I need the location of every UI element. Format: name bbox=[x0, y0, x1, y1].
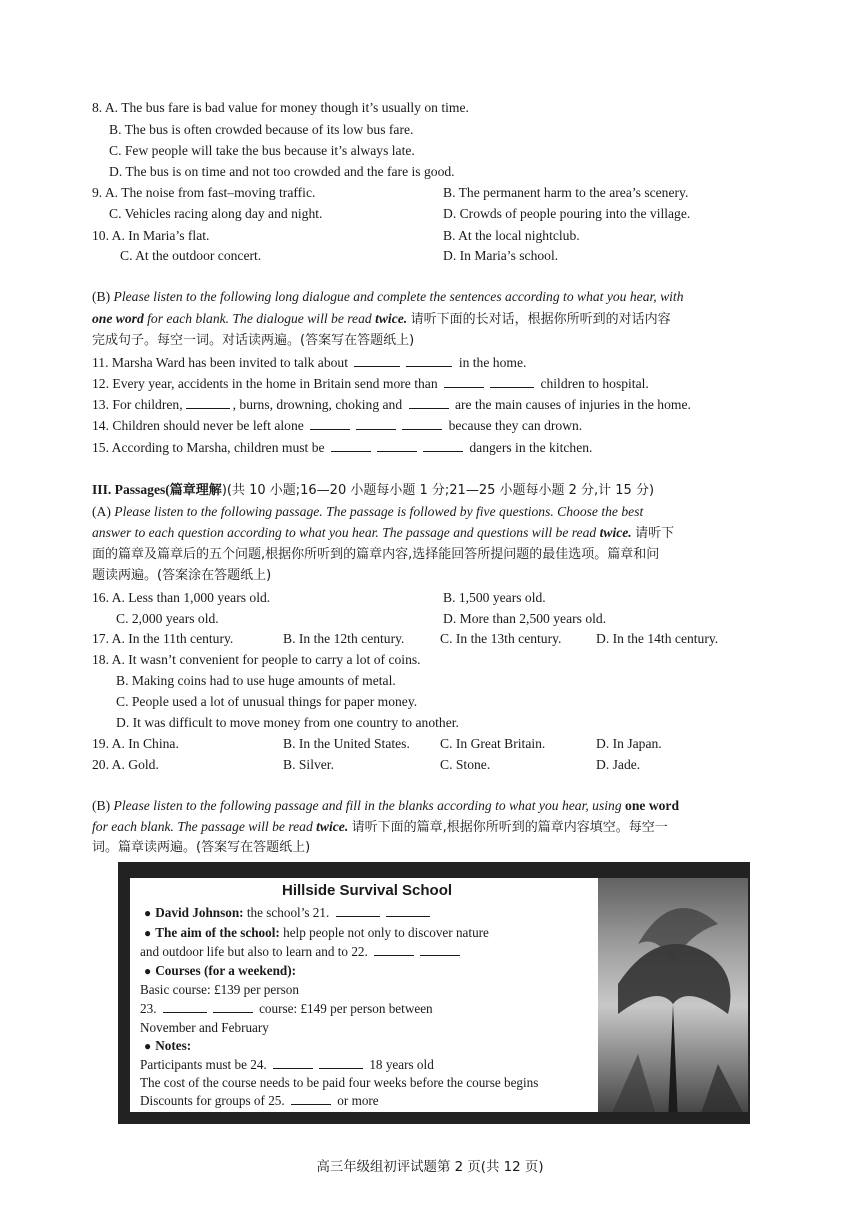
box-david-label: David Johnson: bbox=[155, 905, 244, 920]
bullet-icon: ● bbox=[144, 906, 152, 920]
answer-blank bbox=[406, 354, 452, 367]
q8-option-b: B. The bus is often crowded because of its low bus fare. bbox=[109, 122, 414, 137]
part-b2-instruction-cn: 请听下面的篇章,根据你所听到的篇章内容填空。每空一 bbox=[351, 820, 668, 835]
q11-text-end: in the home. bbox=[458, 355, 527, 370]
answer-blank bbox=[163, 1000, 207, 1013]
box-border-bottom bbox=[120, 1112, 748, 1122]
answer-blank bbox=[420, 943, 460, 956]
q13-text-end: are the main causes of injuries in the home. bbox=[454, 397, 691, 412]
box-q23-line bbox=[140, 1000, 433, 1017]
part-b-label: (B) bbox=[92, 289, 111, 304]
part-b2-one-word: one word bbox=[625, 798, 680, 813]
q17-option-b: B. In the 12th century. bbox=[283, 631, 405, 646]
answer-blank bbox=[409, 396, 449, 409]
answer-blank bbox=[213, 1000, 253, 1013]
part-b-instruction-cn: 请听下面的长对话，根据你所听到的对话内容 bbox=[410, 312, 671, 327]
box-courses-line bbox=[144, 962, 296, 980]
section-3-heading bbox=[92, 481, 654, 500]
box-cost-line: The cost of the course needs to be paid four weeks before the course begins bbox=[140, 1075, 539, 1090]
part-b2-twice: twice. bbox=[316, 819, 349, 834]
part-a-instruction-cn: 请听下 bbox=[635, 526, 675, 541]
part-b2-instruction-line1 bbox=[92, 797, 679, 815]
q13 bbox=[92, 396, 691, 414]
answer-blank bbox=[374, 943, 414, 956]
q13-text-mid: , burns, drowning, choking and bbox=[232, 397, 403, 412]
q18-option-d: D. It was difficult to move money from one country to another. bbox=[116, 715, 459, 730]
q19-option-d: D. In Japan. bbox=[596, 736, 662, 751]
q20-option-c: C. Stone. bbox=[440, 757, 491, 772]
q18-option-b: B. Making coins had to use huge amounts of metal. bbox=[116, 673, 396, 688]
part-a-instruction-line4: 题读两遍。(答案涂在答题纸上) bbox=[92, 568, 272, 583]
q8-option-c: C. Few people will take the bus because it’s always late. bbox=[109, 143, 415, 158]
q14-text: 14. Children should never be left alone bbox=[92, 418, 304, 433]
part-a-instruction-line2 bbox=[92, 524, 674, 543]
q18-option-a: 18. A. It wasn’t convenient for people to carry a lot of coins. bbox=[92, 652, 421, 667]
answer-blank bbox=[273, 1056, 313, 1069]
part-b2-instruction-line3: 词。篇章读两遍。(答案写在答题纸上) bbox=[92, 840, 311, 855]
box-basic-course: Basic course: £139 per person bbox=[140, 982, 299, 997]
bullet-icon: ● bbox=[144, 964, 152, 978]
part-a-instruction-line1 bbox=[92, 503, 643, 521]
part-a-instruction-line3: 面的篇章及篇章后的五个问题,根据你所听到的篇章内容,选择能回答所提问题的最佳选项。篇章和问 bbox=[92, 547, 660, 562]
q16-option-d: D. More than 2,500 years old. bbox=[443, 611, 607, 626]
q9-option-d: D. Crowds of people pouring into the village. bbox=[443, 206, 691, 221]
q9-option-a: 9. A. The noise from fast–moving traffic. bbox=[92, 185, 316, 200]
survival-school-info-box bbox=[118, 862, 750, 1124]
part-a-label: (A) bbox=[92, 504, 111, 519]
box-aim-line bbox=[144, 924, 489, 942]
answer-blank bbox=[331, 439, 371, 452]
box-border-top bbox=[120, 864, 748, 878]
q19-option-c: C. In Great Britain. bbox=[440, 736, 546, 751]
box-courses-label: Courses (for a weekend): bbox=[155, 963, 297, 978]
answer-blank bbox=[354, 354, 400, 367]
part-b2-instruction-line2 bbox=[92, 818, 668, 837]
q9-option-c: C. Vehicles racing along day and night. bbox=[109, 206, 323, 221]
answer-blank bbox=[423, 439, 463, 452]
answer-blank bbox=[386, 904, 430, 917]
part-b2-instruction-text: Please listen to the following passage and fill in the blanks according to what you hear, using bbox=[113, 798, 622, 813]
box-q24-text-end: 18 years old bbox=[369, 1057, 434, 1072]
q11 bbox=[92, 354, 526, 372]
bullet-icon: ● bbox=[144, 926, 152, 940]
part-a-instruction-text2: answer to each question according to what you hear. The passage and questions will be read bbox=[92, 525, 597, 540]
section-3-title: III. Passages( bbox=[92, 482, 170, 497]
box-aim-text: help people not only to discover nature bbox=[283, 925, 489, 940]
box-aim-text2: and outdoor life but also to learn and to 22. bbox=[140, 944, 368, 959]
answer-blank bbox=[319, 1056, 363, 1069]
box-title: Hillside Survival School bbox=[282, 882, 453, 899]
box-david-line bbox=[144, 904, 433, 922]
part-a-instruction-text: Please listen to the following passage. The passage is followed by five questions. Choose the best bbox=[114, 504, 644, 519]
part-b-one-word: one word bbox=[92, 311, 144, 326]
q20-option-a: 20. A. Gold. bbox=[92, 757, 159, 772]
part-b-instruction-line3: 完成句子。每空一词。对话读两遍。(答案写在答题纸上) bbox=[92, 333, 415, 348]
q15-text-end: dangers in the kitchen. bbox=[469, 440, 593, 455]
box-q23-text-end: course: £149 per person between bbox=[259, 1001, 433, 1016]
section-3-title-cn: 篇章理解 bbox=[169, 483, 222, 498]
q14-text-end: because they can drown. bbox=[448, 418, 583, 433]
box-q24-line bbox=[140, 1056, 434, 1073]
q15 bbox=[92, 439, 592, 457]
q10-option-b: B. At the local nightclub. bbox=[443, 228, 580, 243]
part-b-instruction-text: Please listen to the following long dialogue and complete the sentences according to what you hear, with bbox=[113, 289, 684, 304]
box-q24-text: Participants must be 24. bbox=[140, 1057, 267, 1072]
q16-option-c: C. 2,000 years old. bbox=[116, 611, 219, 626]
q10-option-a: 10. A. In Maria’s flat. bbox=[92, 228, 210, 243]
part-b-instruction-line2 bbox=[92, 310, 671, 329]
box-q25-text-end: or more bbox=[337, 1093, 379, 1108]
q12-text-end: children to hospital. bbox=[540, 376, 649, 391]
answer-blank bbox=[490, 375, 534, 388]
q10-option-c: C. At the outdoor concert. bbox=[120, 248, 262, 263]
answer-blank bbox=[402, 417, 442, 430]
answer-blank bbox=[356, 417, 396, 430]
box-border-left bbox=[120, 864, 130, 1122]
box-nov-feb: November and February bbox=[140, 1020, 269, 1035]
box-david-text: the school’s 21. bbox=[246, 905, 330, 920]
q17-option-c: C. In the 13th century. bbox=[440, 631, 562, 646]
part-a-twice: twice. bbox=[599, 525, 632, 540]
q9-option-b: B. The permanent harm to the area’s scenery. bbox=[443, 185, 689, 200]
q20-option-b: B. Silver. bbox=[283, 757, 334, 772]
q17-option-a: 17. A. In the 11th century. bbox=[92, 631, 234, 646]
bullet-icon: ● bbox=[144, 1039, 152, 1053]
q12-text: 12. Every year, accidents in the home in Britain send more than bbox=[92, 376, 438, 391]
tree-photo bbox=[598, 864, 748, 1122]
q20-option-d: D. Jade. bbox=[596, 757, 641, 772]
q18-option-c: C. People used a lot of unusual things for paper money. bbox=[116, 694, 418, 709]
q19-option-b: B. In the United States. bbox=[283, 736, 410, 751]
page-footer: 高三年级组初评试题第 2 页(共 12 页) bbox=[316, 1160, 544, 1175]
answer-blank bbox=[310, 417, 350, 430]
q12 bbox=[92, 375, 649, 393]
section-3-scoring: )(共 10 小题;16—20 小题每小题 1 分;21—25 小题每小题 2 分,计 15 分) bbox=[221, 483, 655, 498]
q14 bbox=[92, 417, 582, 435]
answer-blank bbox=[291, 1092, 331, 1105]
q11-text: 11. Marsha Ward has been invited to talk about bbox=[92, 355, 348, 370]
part-b-twice: twice. bbox=[375, 311, 408, 326]
q19-option-a: 19. A. In China. bbox=[92, 736, 179, 751]
part-b-instruction-text2: for each blank. The dialogue will be read bbox=[147, 311, 372, 326]
answer-blank bbox=[444, 375, 484, 388]
q17-option-d: D. In the 14th century. bbox=[596, 631, 719, 646]
part-b2-label: (B) bbox=[92, 798, 111, 813]
box-aim-line2 bbox=[140, 943, 463, 960]
tree-icon bbox=[598, 864, 748, 1122]
box-q23-text: 23. bbox=[140, 1001, 157, 1016]
part-b2-instruction-text2: for each blank. The passage will be read bbox=[92, 819, 313, 834]
q15-text: 15. According to Marsha, children must be bbox=[92, 440, 325, 455]
answer-blank bbox=[377, 439, 417, 452]
answer-blank bbox=[186, 396, 230, 409]
q16-option-b: B. 1,500 years old. bbox=[443, 590, 546, 605]
q13-text: 13. For children, bbox=[92, 397, 183, 412]
box-q25-text: Discounts for groups of 25. bbox=[140, 1093, 285, 1108]
q8-option-d: D. The bus is on time and not too crowded and the fare is good. bbox=[109, 164, 455, 179]
box-q25-line bbox=[140, 1092, 379, 1109]
part-b-instruction-line1 bbox=[92, 288, 684, 306]
box-notes-label: Notes: bbox=[155, 1038, 192, 1053]
box-aim-label: The aim of the school: bbox=[155, 925, 280, 940]
box-notes-line bbox=[144, 1037, 191, 1055]
q16-option-a: 16. A. Less than 1,000 years old. bbox=[92, 590, 271, 605]
answer-blank bbox=[336, 904, 380, 917]
q10-option-d: D. In Maria’s school. bbox=[443, 248, 559, 263]
q8-option-a: 8. A. The bus fare is bad value for money though it’s usually on time. bbox=[92, 100, 469, 115]
